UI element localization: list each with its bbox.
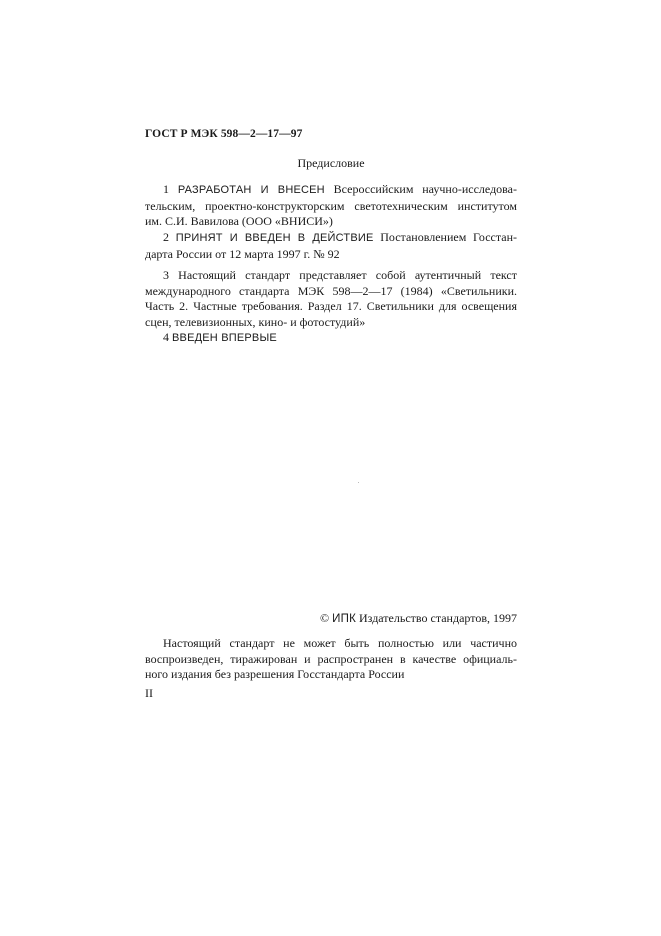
foreword-item-1-line-2: тельским, проектно-конструкторским светотехническим институтом: [145, 198, 517, 213]
foreword-item-3-line-4: сцен, телевизионных, кино- и фотостудий»: [145, 314, 366, 329]
item-caps: ПРИНЯТ И ВВЕДЕН В ДЕЙСТВИЕ: [175, 232, 374, 244]
item-number: 1: [163, 182, 178, 196]
foreword-item-1: [145, 182, 517, 230]
foreword-item-2: [145, 230, 517, 262]
document-code: ГОСТ Р МЭК 598—2—17—97: [145, 128, 303, 140]
reproduction-notice: [145, 636, 517, 683]
section-heading: Предисловие: [297, 156, 365, 170]
foreword-item-4: [145, 330, 517, 347]
copyright-line: [145, 611, 517, 626]
foreword-item-1-line-1: [145, 182, 517, 199]
item-number: 2: [163, 230, 176, 244]
foreword-item-2-line-2: дарта России от 12 марта 1997 г. № 92: [145, 246, 340, 261]
foreword-item-3-line-1: 3 Настоящий стандарт представляет собой аутентичный текст: [163, 268, 517, 282]
copyright-text: Издательство стандартов, 1997: [356, 611, 517, 625]
copyright-org: ИПК: [332, 613, 356, 625]
foreword-item-3: [145, 268, 517, 330]
item-caps: РАЗРАБОТАН И ВНЕСЕН: [177, 184, 325, 196]
foreword-item-4-line-1: [145, 330, 517, 347]
item-caps: ВВЕДЕН ВПЕРВЫЕ: [172, 332, 277, 344]
notice-line-1: Настоящий стандарт не может быть полностью или частично: [163, 636, 517, 650]
copyright-symbol: ©: [320, 611, 330, 625]
foreword-item-1-line-3: им. С.И. Вавилова (ООО «ВНИСИ»): [145, 214, 333, 228]
notice-line-2: воспроизведен, тиражирован и распространен в качестве официаль-: [145, 651, 517, 666]
page-number: II: [145, 686, 153, 700]
foreword-item-3-line-3: Часть 2. Частные требования. Раздел 17. Светильники для освещения: [145, 299, 517, 313]
item-text: Постановлением Госстан-: [373, 230, 518, 244]
scan-speck: [358, 482, 359, 483]
item-number: 4: [163, 330, 172, 344]
foreword-item-3-line-2: международного стандарта МЭК 598—2—17 (1984) «Светильники.: [145, 283, 517, 298]
notice-line-3: ного издания без разрешения Госстандарта России: [145, 667, 405, 681]
foreword-item-2-line-1: [145, 230, 517, 247]
item-text: Всероссийским научно-исследова-: [324, 182, 518, 196]
